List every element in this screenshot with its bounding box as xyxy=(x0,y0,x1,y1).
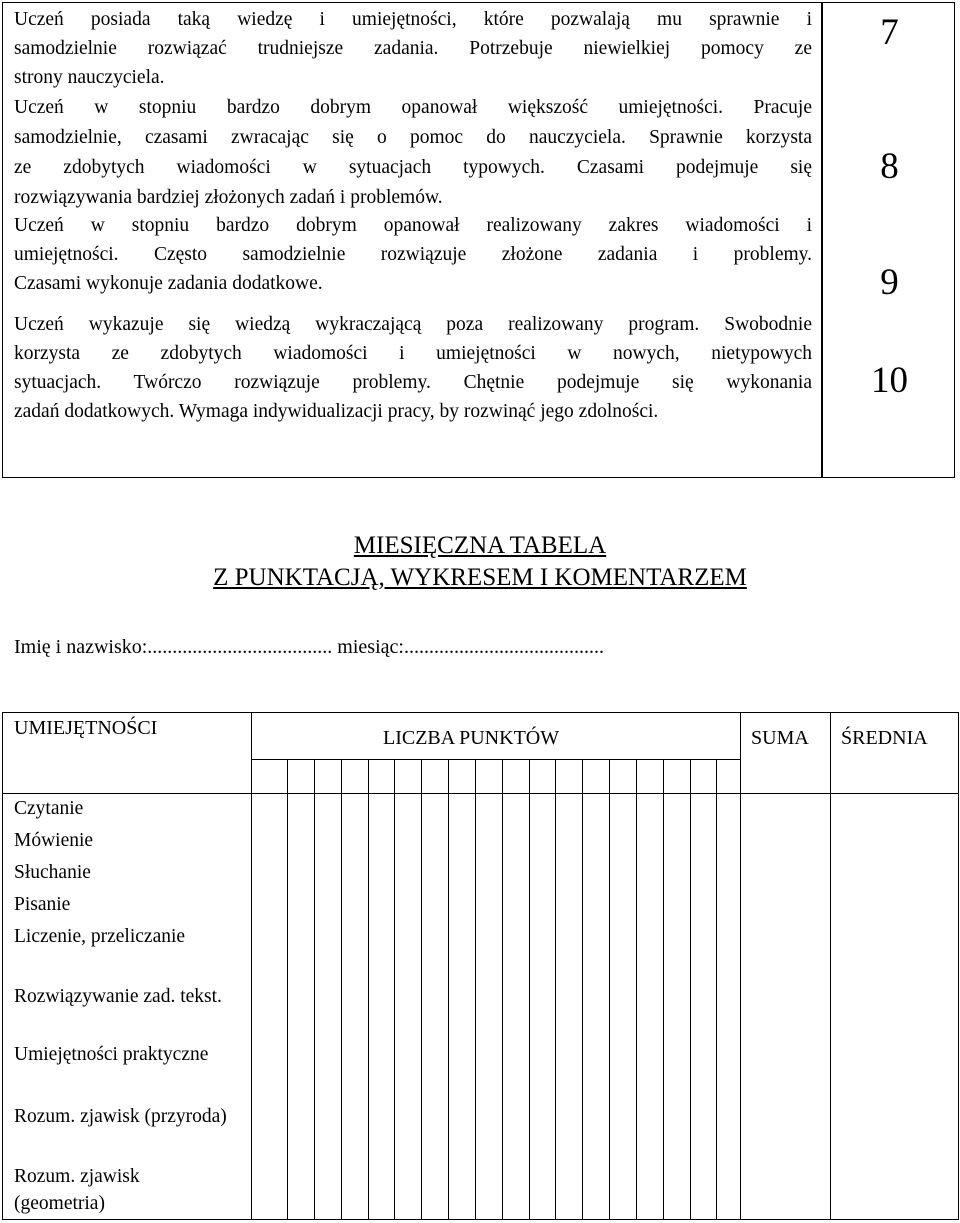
grade-8: 8 xyxy=(880,146,899,187)
criteria-description-7: Uczeń posiada taką wiedzę i umiejętności, które pozwalają mu sprawnie i samodzielnie rozwiązać trudniejsze zadania. Potrzebuje niewielkiej pomocy ze strony nauczyciela. xyxy=(14,9,812,88)
name-and-month-line: Imię i nazwisko:..................................... miesiąc:........................................ xyxy=(14,636,604,658)
column-separator xyxy=(830,713,831,1219)
point-subcolumn-line xyxy=(448,759,449,1219)
column-divider xyxy=(821,3,823,477)
skill-row-label: Pisanie xyxy=(14,894,71,915)
header-points: LICZBA PUNKTÓW xyxy=(383,727,560,749)
column-separator xyxy=(740,713,741,1219)
point-subcolumn-line xyxy=(341,759,342,1219)
header-underline xyxy=(251,759,740,760)
point-subcolumn-line xyxy=(502,759,503,1219)
point-subcolumn-line xyxy=(475,759,476,1219)
grade-10: 10 xyxy=(871,360,908,401)
skill-row-label: Liczenie, przeliczanie xyxy=(14,926,186,947)
point-subcolumn-line xyxy=(582,759,583,1219)
point-subcolumn-line xyxy=(421,759,422,1219)
grade-9: 9 xyxy=(880,262,899,303)
point-subcolumn-line xyxy=(368,759,369,1219)
criteria-description-8: Uczeń w stopniu bardzo dobrym opanował większość umiejętności. Pracuje samodzielnie, czasami zwracając się o pomoc do nauczyciela. Sprawnie korzysta ze zdobytych wiadomości w sytuacjach typowych. Czasami podejmuje się rozwiązywania bardziej złożonych zadań i problemów. xyxy=(14,97,812,208)
column-separator xyxy=(251,713,252,1219)
header-sum: SUMA xyxy=(751,727,809,749)
grade-7: 7 xyxy=(880,12,899,53)
skills-table xyxy=(2,712,959,1220)
skill-row-label: Rozum. zjawisk (geometria) xyxy=(14,1166,140,1214)
criteria-table xyxy=(2,2,955,478)
point-subcolumn-line xyxy=(716,759,717,1219)
point-subcolumn-line xyxy=(690,759,691,1219)
point-subcolumn-line xyxy=(555,759,556,1219)
point-subcolumn-line xyxy=(394,759,395,1219)
skill-row-label: Rozum. zjawisk (przyroda) xyxy=(14,1106,227,1127)
point-subcolumn-line xyxy=(609,759,610,1219)
point-subcolumn-line xyxy=(314,759,315,1219)
criteria-description-9: Uczeń w stopniu bardzo dobrym opanował realizowany zakres wiadomości i umiejętności. Często samodzielnie rozwiązuje złożone zadania i problemy. Czasami wykonuje zadania dodatkowe. xyxy=(14,215,812,294)
page-title-line2: Z PUNKTACJĄ, WYKRESEM I KOMENTARZEM xyxy=(213,564,747,591)
skill-row-label: Rozwiązywanie zad. tekst. xyxy=(14,986,222,1007)
point-subcolumn-line xyxy=(529,759,530,1219)
point-subcolumn-line xyxy=(636,759,637,1219)
point-subcolumn-line xyxy=(663,759,664,1219)
criteria-description-10: Uczeń wykazuje się wiedzą wykraczającą poza realizowany program. Swobodnie korzysta ze zdobytych wiadomości i umiejętności w nowych, nietypowych sytuacjach. Twórczo rozwiązuje problemy. Chętnie podejmuje się wykonania zadań dodatkowych. Wymaga indywidualizacji pracy, by rozwinąć jego zdolności. xyxy=(14,314,812,422)
skill-row-label: Mówienie xyxy=(14,830,94,851)
header-average: ŚREDNIA xyxy=(841,727,928,749)
point-subcolumn-line xyxy=(287,759,288,1219)
page-title-line1: MIESIĘCZNA TABELA xyxy=(353,532,607,559)
header-skills: UMIEJĘTNOŚCI xyxy=(14,717,158,739)
skill-row-label: Czytanie xyxy=(14,798,84,819)
skill-row-label: Umiejętności praktyczne xyxy=(14,1044,209,1065)
skill-row-label: Słuchanie xyxy=(14,862,91,883)
